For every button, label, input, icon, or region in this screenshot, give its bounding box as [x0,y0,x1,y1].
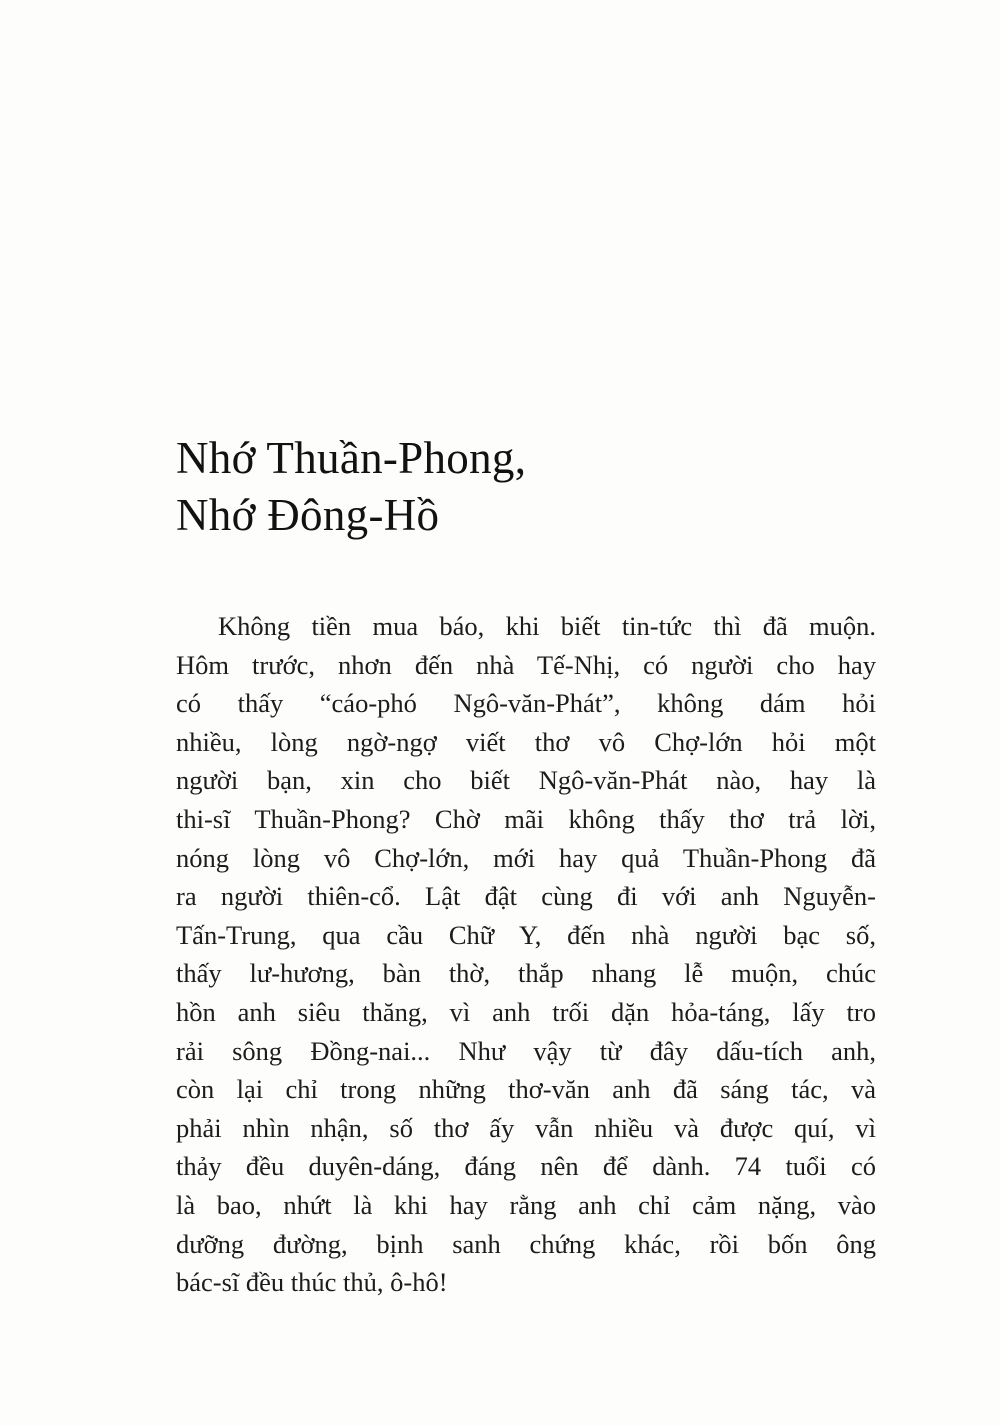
text-line: thảy đều duyên-dáng, đáng nên để dành. 74 tuổi có [176,1151,876,1182]
text-line: bác-sĩ đều thúc thủ, ô-hô! [176,1267,448,1298]
text-line: Tấn-Trung, qua cầu Chữ Y, đến nhà người bạc số, [176,919,876,950]
text-line: nóng lòng vô Chợ-lớn, mới hay quả Thuần-Phong đã [176,842,876,873]
text-line: thấy lư-hương, bàn thờ, thắp nhang lễ muộn, chúc [176,958,876,989]
text-line: dưỡng đường, bịnh sanh chứng khác, rồi bốn ông [176,1228,876,1259]
text-line: là bao, nhứt là khi hay rằng anh chỉ cảm nặng, vào [176,1189,876,1220]
text-line: rải sông Đồng-nai... Như vậy từ đây dấu-tích anh, [176,1035,876,1066]
body-paragraph [176,607,876,1302]
text-line: có thấy “cáo-phó Ngô-văn-Phát”, không dám hỏi [176,688,876,719]
text-line: ra người thiên-cổ. Lật đật cùng đi với anh Nguyễn- [176,881,876,912]
text-line: nhiều, lòng ngờ-ngợ viết thơ vô Chợ-lớn hỏi một [176,726,876,757]
text-line: phải nhìn nhận, số thơ ấy vẫn nhiều và được quí, vì [176,1112,876,1143]
text-line: Không tiền mua báo, khi biết tin-tức thì đã muộn. [218,611,876,641]
title-line-1: Nhớ Thuần-Phong, [176,433,527,483]
text-line: Hôm trước, nhơn đến nhà Tế-Nhị, có người cho hay [176,649,876,680]
text-line: hồn anh siêu thăng, vì anh trối dặn hỏa-táng, lấy tro [176,996,876,1027]
text-line: còn lại chỉ trong những thơ-văn anh đã sáng tác, và [176,1074,876,1105]
page-title [176,430,526,544]
title-line-2: Nhớ Đông-Hồ [176,490,440,540]
text-line: người bạn, xin cho biết Ngô-văn-Phát nào, hay là [176,765,876,796]
text-line: thi-sĩ Thuần-Phong? Chờ mãi không thấy thơ trả lời, [176,803,876,834]
